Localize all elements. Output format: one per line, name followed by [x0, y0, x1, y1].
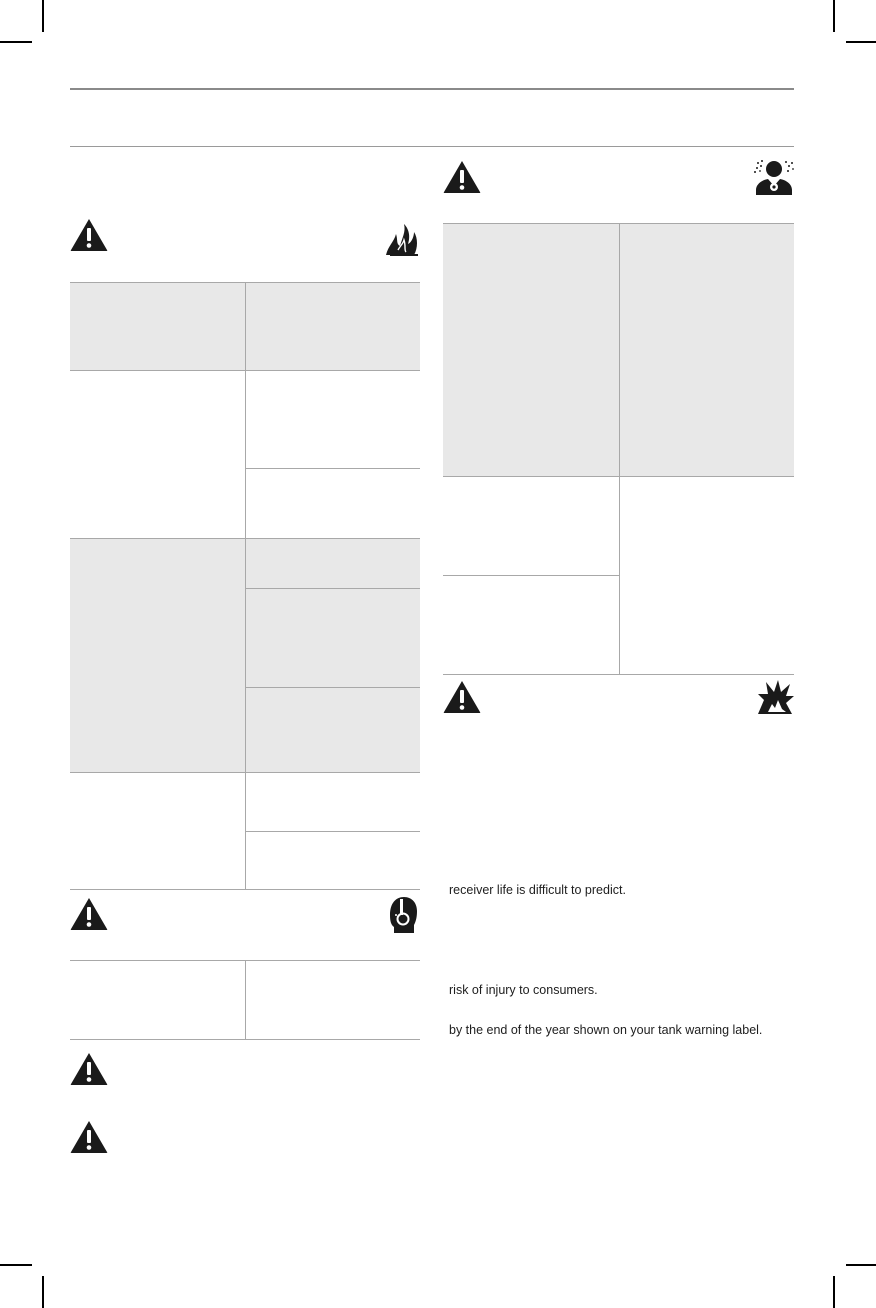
hearing-protection-icon: [386, 895, 420, 935]
table-rule: [443, 674, 794, 675]
header-rule: [70, 88, 794, 90]
warning-triangle-icon: [70, 218, 108, 252]
explosion-hazard-icon: [756, 678, 796, 716]
warning-triangle-icon: [443, 160, 481, 194]
table-rule: [245, 687, 420, 688]
crop-mark: [833, 1276, 835, 1308]
warning-triangle-icon: [70, 1052, 108, 1086]
table-rule: [245, 588, 420, 589]
warning-triangle-icon: [70, 1120, 108, 1154]
table-rule: [70, 889, 420, 890]
body-text-line: by the end of the year shown on your tank warning label.: [449, 1023, 763, 1037]
inhalation-hazard-icon: [752, 158, 796, 196]
body-text-line: receiver life is difficult to predict.: [449, 883, 626, 897]
crop-mark: [846, 41, 876, 43]
table-divider: [245, 282, 246, 889]
crop-mark: [42, 1276, 44, 1308]
crop-mark: [0, 41, 32, 43]
table-rule: [443, 575, 619, 576]
table-divider: [245, 960, 246, 1039]
table-divider: [619, 223, 620, 674]
fire-hazard-icon: [384, 222, 420, 256]
table-rule: [245, 831, 420, 832]
crop-mark: [833, 0, 835, 32]
crop-mark: [846, 1264, 876, 1266]
body-text-line: risk of injury to consumers.: [449, 983, 598, 997]
table-rule: [245, 468, 420, 469]
warning-triangle-icon: [70, 897, 108, 931]
crop-mark: [42, 0, 44, 32]
crop-mark: [0, 1264, 32, 1266]
warning-triangle-icon: [443, 680, 481, 714]
section-rule: [70, 146, 794, 147]
table-rule: [70, 1039, 420, 1040]
